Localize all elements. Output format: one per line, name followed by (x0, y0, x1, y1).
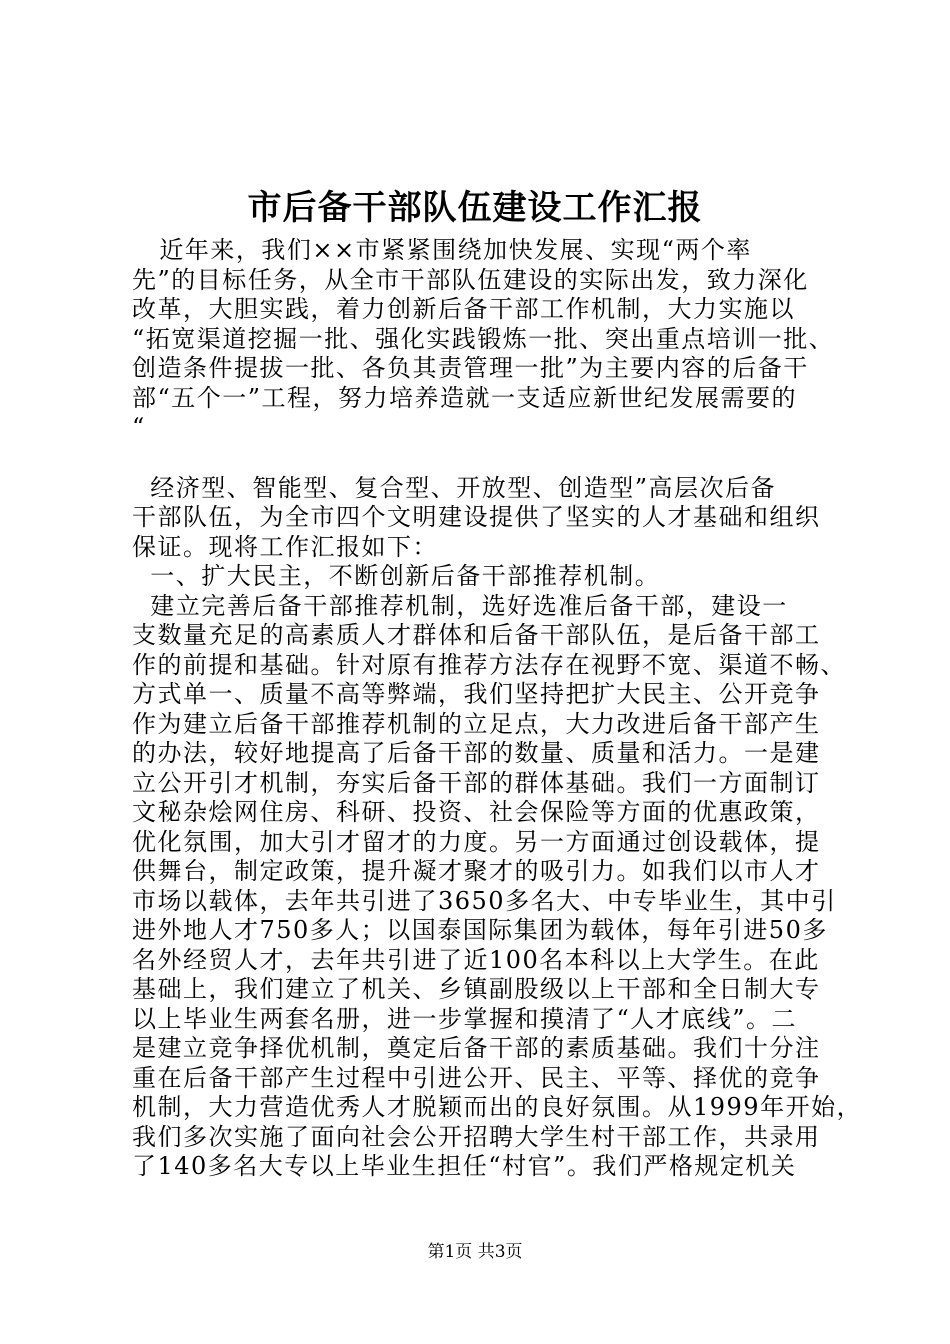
body-line: 优化氛围，加大引才留才的力度。另一方面通过创设载体，提 (132, 827, 821, 856)
body-line: 了140多名大专以上毕业生担任“村官”。我们严格规定机关 (132, 1152, 797, 1180)
body-line: 作的前提和基础。针对原有推荐方法存在视野不宽、渠道不畅、 (132, 650, 846, 679)
body-line: 市场以载体，去年共引进了3650多名大、中专毕业生，其中引 (132, 886, 837, 915)
body-line: 部“五个一”工程，努力培养造就一支适应新世纪发展需要的 (132, 383, 798, 412)
body-line: 立公开引才机制，夯实后备干部的群体基础。我们一方面制订 (132, 768, 821, 797)
body-line: 近年来，我们××市紧紧围绕加快发展、实现“两个率 (132, 236, 752, 264)
body-line: 先”的目标任务，从全市干部队伍建设的实际出发，致力深化 (132, 265, 809, 294)
page-footer: 第1页 共3页 (427, 1242, 523, 1262)
body-line: 建立完善后备干部推荐机制，选好选准后备干部，建设一 (132, 591, 788, 620)
body-line: 供舞台，制定政策，提升凝才聚才的吸引力。如我们以市人才 (132, 857, 821, 885)
body-line: 改革，大胆实践，着力创新后备干部工作机制，大力实施以 (132, 295, 795, 323)
document-title: 市后备干部队伍建设工作汇报 (247, 188, 703, 228)
body-line: 我们多次实施了面向社会公开招聘大学生村干部工作，共录用 (132, 1122, 821, 1151)
body-line: 以上毕业生两套名册，进一步掌握和摸清了“人才底线”。二 (132, 1004, 798, 1033)
body-line: 方式单一、质量不高等弊端，我们坚持把扩大民主、公开竞争 (132, 680, 821, 708)
body-line: “拓宽渠道挖掘一批、强化实践锻炼一批、突出重点培训一批、 (132, 324, 835, 353)
body-line: 名外经贸人才，去年共引进了近100名本科以上大学生。在此 (132, 945, 820, 974)
body-line: 作为建立后备干部推荐机制的立足点，大力改进后备干部产生 (132, 709, 821, 738)
body-line: 支数量充足的高素质人才群体和后备干部队伍，是后备干部工 (132, 621, 821, 649)
body-line: 干部队伍，为全市四个文明建设提供了坚实的人才基础和组织 (132, 503, 821, 531)
body-line: 文秘杂烩网住房、科研、投资、社会保险等方面的优惠政策， (132, 798, 821, 826)
body-line: “ (132, 413, 146, 441)
body-line: 基础上，我们建立了机关、乡镇副股级以上干部和全日制大专 (132, 975, 821, 1003)
body-line: 进外地人才750多人；以国泰国际集团为载体，每年引进50多 (132, 916, 828, 944)
body-line: 经济型、智能型、复合型、开放型、创造型”高层次后备 (132, 473, 777, 502)
body-line: 创造条件提拔一批、各负其责管理一批”为主要内容的后备干 (132, 354, 809, 382)
body-line: 保证。现将工作汇报如下： (132, 532, 438, 561)
section-heading: 一、扩大民主，不断创新后备干部推荐机制。 (132, 562, 661, 590)
body-line: 重在后备干部产生过程中引进公开、民主、平等、择优的竞争 (132, 1063, 821, 1092)
body-line: 的办法，较好地提高了后备干部的数量、质量和活力。一是建 (132, 739, 821, 767)
body-line: 机制，大力营造优秀人才脱颖而出的良好氛围。从1999年开始， (132, 1093, 863, 1121)
document-body (132, 236, 863, 1182)
body-line: 是建立竞争择优机制，奠定后备干部的素质基础。我们十分注 (132, 1034, 821, 1062)
